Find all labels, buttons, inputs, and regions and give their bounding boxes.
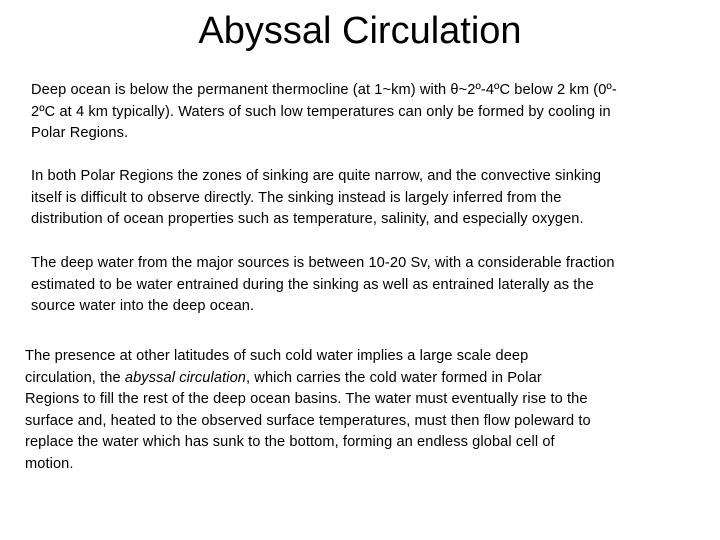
text-line: itself is difficult to observe directly. The sinking instead is largely inferred from the (31, 189, 562, 206)
text-line: source water into the deep ocean. (31, 298, 255, 315)
paragraph-deep-ocean (31, 80, 691, 145)
text-line: surface and, heated to the observed surface temperatures, must then flow poleward to (25, 412, 591, 429)
text-line: motion. (25, 455, 74, 472)
text-line: Polar Regions. (31, 125, 129, 142)
text-line: Regions to fill the rest of the deep ocean basins. The water must eventually rise to the (25, 391, 588, 408)
text-line: estimated to be water entrained during the sinking as well as entrained laterally as the (31, 276, 594, 293)
text-line (25, 368, 675, 390)
text-line: 2ºC at 4 km typically). Waters of such low temperatures can only be formed by cooling in (31, 103, 611, 120)
text-line: In both Polar Regions the zones of sinking are quite narrow, and the convective sinking (31, 168, 602, 184)
text-line: replace the water which has sunk to the bottom, forming an endless global cell of (25, 434, 555, 451)
text-line: distribution of ocean properties such as temperature, salinity, and especially oxygen. (31, 211, 584, 228)
text-segment: , which carries the cold water formed in Polar (246, 369, 542, 386)
paragraph-polar-sinking (31, 166, 691, 231)
emphasis-term: abyssal circulation (124, 369, 246, 386)
paragraph-abyssal-circulation (25, 346, 675, 476)
paragraph-deep-water-sources (31, 253, 691, 318)
text-line: The deep water from the major sources is between 10-20 Sv, with a considerable fraction (31, 255, 615, 271)
slide-title: Abyssal Circulation (198, 10, 522, 52)
text-segment: circulation, the (25, 369, 125, 386)
text-line: The presence at other latitudes of such cold water implies a large scale deep (25, 348, 529, 364)
text-line: Deep ocean is below the permanent thermocline (at 1~km) with θ~2º-4ºC below 2 km (0º- (31, 82, 617, 98)
